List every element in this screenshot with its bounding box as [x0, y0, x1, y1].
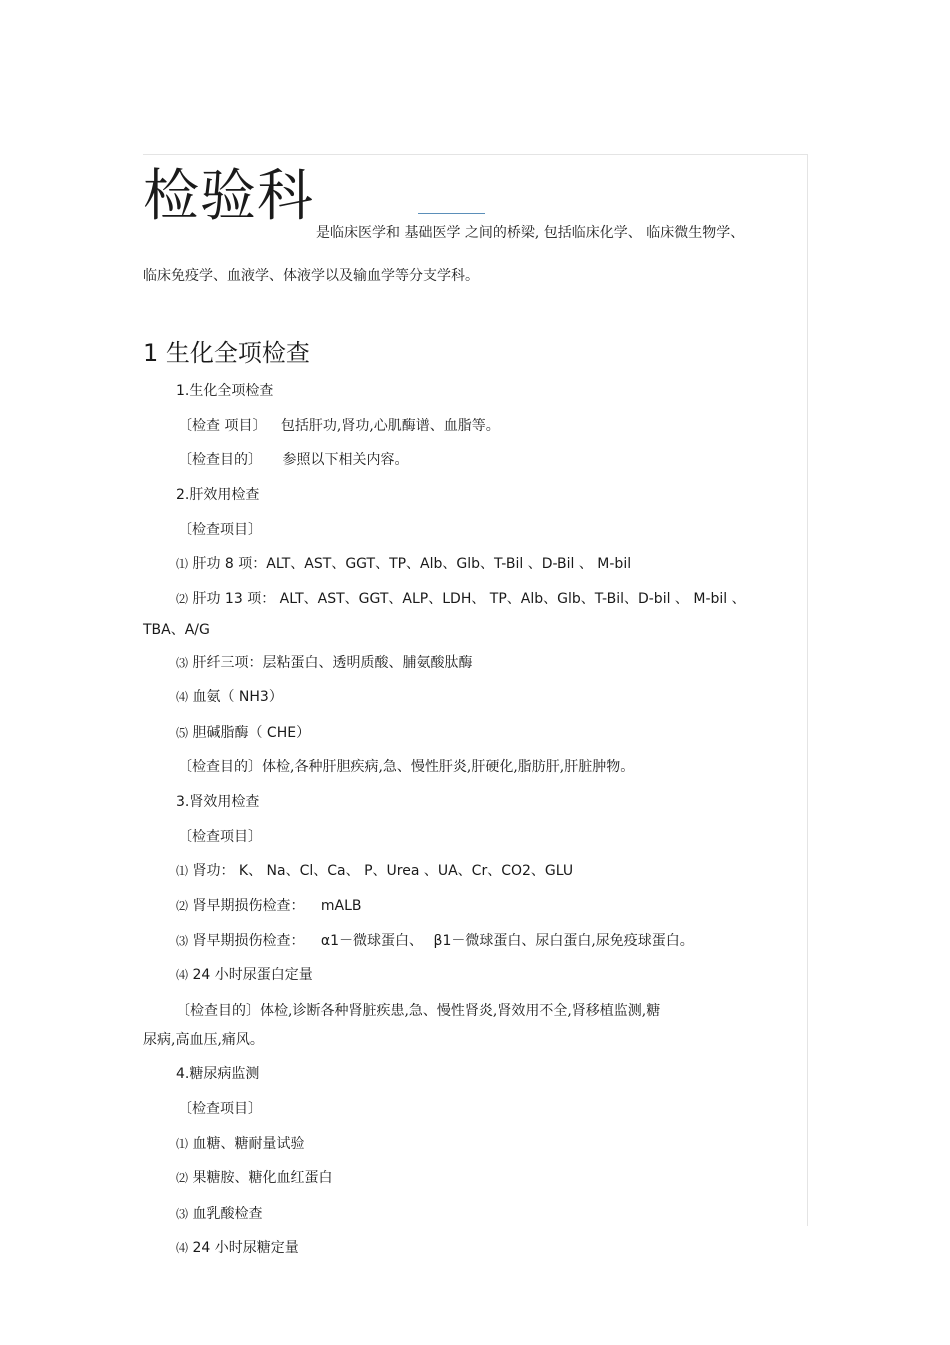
intro-line-2: 临床免疫学、血液学、体液学以及输血学等分支学科。 — [143, 268, 479, 284]
s4-item-4-marker: ⑷ — [176, 1241, 189, 1255]
s2-item-2 — [176, 590, 746, 608]
s4-item-4-text: 小时尿糖定量 — [214, 1240, 299, 1256]
s3-item-4-count: 24 — [192, 967, 211, 983]
s3-purpose-line-2: 尿病,高血压,痛风。 — [143, 1032, 264, 1048]
document-title: 检验科 — [143, 164, 314, 229]
s3-item-4 — [176, 966, 313, 984]
subsection-1-title: 生化全项检查 — [189, 383, 274, 399]
subsection-1-heading — [176, 382, 273, 400]
s2-item-2-continued: TBA、A/G — [143, 622, 210, 638]
s1-items-row — [178, 417, 500, 435]
s3-item-1-marker: ⑴ — [176, 864, 189, 878]
section-heading — [143, 338, 310, 368]
subsection-3-number: 3. — [176, 794, 190, 810]
s3-item-3 — [176, 932, 694, 950]
subsection-2-number: 2. — [176, 487, 190, 503]
s3-item-3-label: 肾早期损伤检查： — [192, 933, 305, 949]
s3-item-2 — [176, 897, 362, 915]
s3-item-4-text: 小时尿蛋白定量 — [214, 967, 313, 983]
intro-line-1: 是临床医学和 基础医学 之间的桥梁, 包括临床化学、 临床微生物学、 — [316, 225, 745, 241]
s1-items-label: 〔检查 项目〕 — [178, 418, 267, 434]
s4-item-4-count: 24 — [192, 1240, 211, 1256]
title-rule — [418, 213, 485, 214]
subsection-2-title: 肝效用检查 — [189, 487, 260, 503]
s3-item-3-text-b: －微球蛋白、尿白蛋白,尿免疫球蛋白。 — [451, 933, 694, 949]
s3-item-3-code-a: α1 — [320, 933, 340, 949]
subsection-4-heading — [176, 1065, 259, 1083]
s3-items-label: 〔检查项目〕 — [178, 829, 262, 845]
s3-item-2-label: 肾早期损伤检查： — [192, 898, 305, 914]
s2-item-5-close: ） — [296, 725, 311, 741]
s2-item-5-marker: ⑸ — [176, 726, 189, 740]
s2-item-4 — [176, 688, 283, 706]
s2-item-5-label: 胆碱脂酶（ — [192, 725, 263, 741]
s3-item-4-marker: ⑷ — [176, 968, 189, 982]
s2-item-1-unit: 项： — [238, 556, 267, 572]
s3-item-1 — [176, 862, 573, 880]
s4-item-1-marker: ⑴ — [176, 1137, 189, 1151]
subsection-3-heading — [176, 793, 259, 811]
s3-purpose-line-1: 〔检查目的〕体检,诊断各种肾脏疾患,急、慢性肾炎,肾效用不全,肾移植监测,糖 — [176, 1003, 661, 1019]
subsection-4-title: 糖尿病监测 — [189, 1066, 260, 1082]
s2-item-3-marker: ⑶ — [176, 656, 189, 670]
s1-purpose-label: 〔检查目的〕 — [178, 452, 262, 468]
s2-item-1-count: 8 — [224, 556, 234, 572]
s4-items-label: 〔检查项目〕 — [178, 1101, 262, 1117]
s3-item-1-codes: K、 Na、Cl、Ca、 P、Urea 、UA、Cr、CO2、GLU — [238, 863, 574, 879]
s2-item-4-close: ） — [268, 689, 283, 705]
s3-item-1-label: 肾功： — [192, 863, 235, 879]
s4-item-3-marker: ⑶ — [176, 1207, 189, 1221]
s4-item-1 — [176, 1135, 304, 1153]
s2-item-5-code: CHE — [266, 725, 297, 741]
s2-item-2-marker: ⑵ — [176, 592, 189, 606]
s2-item-4-code: NH3 — [238, 689, 269, 705]
s2-item-1 — [176, 555, 631, 573]
section-title: 生化全项检查 — [165, 339, 310, 367]
s2-item-1-marker: ⑴ — [176, 557, 189, 571]
s2-item-3 — [176, 654, 472, 672]
subsection-2-heading — [176, 486, 259, 504]
s2-items-label: 〔检查项目〕 — [178, 522, 262, 538]
s1-items-text: 包括肝功,肾功,心肌酶谱、血脂等。 — [280, 418, 500, 434]
subsection-3-title: 肾效用检查 — [189, 794, 260, 810]
subsection-1-number: 1. — [176, 383, 190, 399]
s4-item-2 — [176, 1169, 332, 1187]
s4-item-4 — [176, 1239, 299, 1257]
s2-item-1-codes: ALT、AST、GGT、TP、Alb、Glb、T-Bil 、D-Bil 、 M-bil — [266, 556, 632, 572]
s3-item-2-code: mALB — [320, 898, 362, 914]
s1-purpose-text: 参照以下相关内容。 — [282, 452, 409, 468]
subsection-4-number: 4. — [176, 1066, 190, 1082]
s3-item-3-code-b: β1 — [433, 933, 452, 949]
s2-item-5 — [176, 724, 310, 742]
s2-item-4-label: 血氨（ — [192, 689, 235, 705]
s4-item-3-text: 血乳酸检查 — [192, 1206, 263, 1222]
s2-item-2-label: 肝功 — [192, 591, 221, 607]
s4-item-1-text: 血糖、糖耐量试验 — [192, 1136, 305, 1152]
s2-item-3-text: 肝纤三项：层粘蛋白、透明质酸、脯氨酸肽酶 — [192, 655, 473, 671]
s4-item-2-text: 果糖胺、糖化血红蛋白 — [192, 1170, 333, 1186]
s3-item-3-marker: ⑶ — [176, 934, 189, 948]
s2-item-1-label: 肝功 — [192, 556, 221, 572]
s4-item-3 — [176, 1205, 262, 1223]
s2-item-4-marker: ⑷ — [176, 690, 189, 704]
s2-purpose: 〔检查目的〕体检,各种肝胆疾病,急、慢性肝炎,肝硬化,脂肪肝,肝脏肿物。 — [178, 759, 635, 775]
s3-item-2-marker: ⑵ — [176, 899, 189, 913]
s3-item-3-text-a: －微球蛋白、 — [339, 933, 424, 949]
s1-purpose-row — [178, 451, 408, 469]
s2-item-2-codes: ALT、AST、GGT、ALP、LDH、 TP、Alb、Glb、T-Bil、D-bil 、 M-bil 、 — [279, 591, 746, 607]
section-number: 1 — [143, 339, 159, 367]
s2-item-2-unit: 项： — [247, 591, 276, 607]
s4-item-2-marker: ⑵ — [176, 1171, 189, 1185]
s2-item-2-count: 13 — [224, 591, 243, 607]
